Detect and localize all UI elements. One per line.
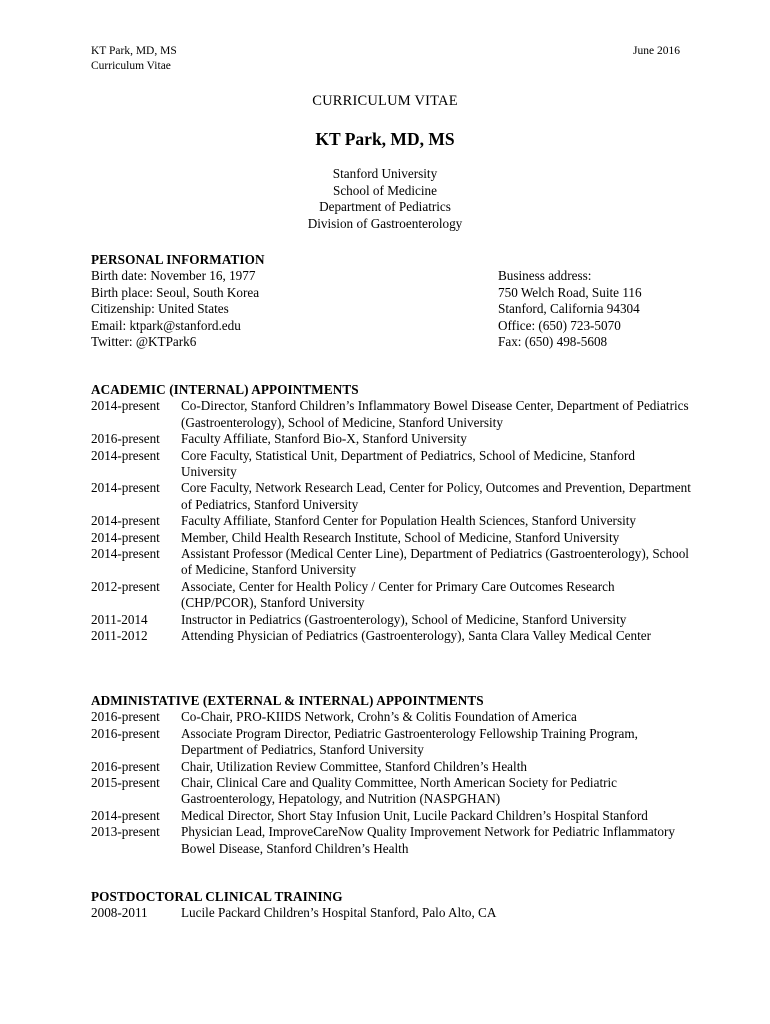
- appointment-years: 2014-present: [91, 398, 160, 414]
- personal-information-section: [91, 252, 691, 350]
- appointment-description: Associate Program Director, Pediatric Gastroenterology Fellowship Training Program, Department of Pediatrics, Stanford University: [181, 725, 638, 758]
- appointment-years: 2014-present: [91, 513, 160, 529]
- running-header-left: [91, 44, 177, 73]
- appointment-years: 2014-present: [91, 546, 160, 562]
- appointment-row: [91, 824, 691, 857]
- appointment-row: [91, 612, 691, 628]
- appointment-description: Physician Lead, ImproveCareNow Quality Improvement Network for Pediatric Inflammatory Bowel Disease, Stanford Children’s Health: [181, 824, 676, 856]
- appointment-row: [91, 530, 691, 546]
- section-heading: PERSONAL INFORMATION: [91, 252, 265, 267]
- appointment-description: Co-Director, Stanford Children’s Inflammatory Bowel Disease Center, Department of Pediatrics (Gastroenterology), School of Medicine, Stanford University: [181, 398, 689, 430]
- appointment-row: [91, 775, 691, 808]
- appointment-row: [91, 480, 691, 513]
- appointment-row: [91, 759, 691, 775]
- appointment-row: [91, 726, 691, 759]
- appointment-years: 2012-present: [91, 578, 160, 594]
- header-doc-type: Curriculum Vitae: [91, 59, 171, 72]
- appointment-years: 2011-2012: [91, 628, 148, 644]
- section-heading: POSTDOCTORAL CLINICAL TRAINING: [91, 889, 343, 904]
- affiliation-line: Department of Pediatrics: [319, 199, 451, 215]
- personal-details: [91, 268, 498, 350]
- section-heading: ACADEMIC (INTERNAL) APPOINTMENTS: [91, 382, 359, 397]
- appointment-row: [91, 513, 691, 529]
- appointment-description: Instructor in Pediatrics (Gastroenterology), School of Medicine, Stanford University: [181, 611, 627, 627]
- affiliation-block: [0, 166, 770, 232]
- appointment-years: 2013-present: [91, 824, 160, 840]
- appointment-row: [91, 448, 691, 481]
- street-address: 750 Welch Road, Suite 116: [498, 284, 642, 300]
- appointment-years: 2016-present: [91, 709, 160, 725]
- appointment-years: 2014-present: [91, 807, 160, 823]
- appointment-row: [91, 579, 691, 612]
- citizenship: Citizenship: United States: [91, 301, 229, 317]
- appointment-years: 2016-present: [91, 758, 160, 774]
- appointment-row: [91, 398, 691, 431]
- appointment-description: Attending Physician of Pediatrics (Gastroenterology), Santa Clara Valley Medical Center: [181, 628, 651, 644]
- city-state-zip: Stanford, California 94304: [498, 301, 640, 317]
- business-address-label: Business address:: [498, 268, 592, 284]
- appointment-description: Faculty Affiliate, Stanford Bio-X, Stanford University: [181, 431, 467, 447]
- person-name: KT Park, MD, MS: [315, 129, 455, 149]
- appointment-years: 2014-present: [91, 480, 160, 496]
- appointment-row: [91, 628, 691, 644]
- birth-place: Birth place: Seoul, South Korea: [91, 284, 260, 300]
- appointment-years: 2014-present: [91, 447, 160, 463]
- appointment-description: Chair, Utilization Review Committee, Stanford Children’s Health: [181, 758, 527, 774]
- training-row: [91, 905, 691, 921]
- affiliation-line: Division of Gastroenterology: [307, 215, 463, 231]
- training-years: 2008-2011: [91, 905, 148, 921]
- administrative-appointments-section: [91, 693, 691, 857]
- appointment-description: Core Faculty, Network Research Lead, Center for Policy, Outcomes and Prevention, Department of Pediatrics, Stanford University: [181, 480, 691, 512]
- appointment-description: Chair, Clinical Care and Quality Committee, North American Society for Pediatric Gastroenterology, Hepatology, and Nutrition (NASPGHAN): [181, 775, 618, 807]
- appointment-description: Associate, Center for Health Policy / Center for Primary Care Outcomes Research (CHP/PCOR), Stanford University: [181, 578, 615, 611]
- appointment-description: Core Faculty, Statistical Unit, Department of Pediatrics, School of Medicine, Stanford University: [181, 447, 636, 480]
- appointment-row: [91, 431, 691, 447]
- section-heading: ADMINISTATIVE (EXTERNAL & INTERNAL) APPOINTMENTS: [91, 693, 484, 708]
- appointment-years: 2014-present: [91, 529, 160, 545]
- appointment-years: 2011-2014: [91, 611, 148, 627]
- office-phone: Office: (650) 723-5070: [498, 317, 621, 333]
- appointment-description: Member, Child Health Research Institute, School of Medicine, Stanford University: [181, 529, 620, 545]
- appointment-description: Co-Chair, PRO-KIIDS Network, Crohn’s & Colitis Foundation of America: [181, 709, 577, 725]
- affiliation-line: Stanford University: [332, 166, 438, 181]
- appointment-years: 2016-present: [91, 725, 160, 741]
- training-description: Lucile Packard Children’s Hospital Stanford, Palo Alto, CA: [181, 905, 497, 921]
- appointment-description: Faculty Affiliate, Stanford Center for Population Health Sciences, Stanford University: [181, 513, 636, 529]
- document-title: CURRICULUM VITAE: [312, 93, 458, 109]
- appointment-row: [91, 808, 691, 824]
- appointment-years: 2015-present: [91, 775, 160, 791]
- appointment-description: Assistant Professor (Medical Center Line), Department of Pediatrics (Gastroenterology), School of Medicine, Stanford University: [181, 546, 689, 578]
- running-header-date: June 2016: [633, 45, 680, 57]
- twitter: Twitter: @KTPark6: [91, 334, 197, 350]
- header-author: KT Park, MD, MS: [91, 45, 177, 57]
- birth-date: Birth date: November 16, 1977: [91, 268, 256, 284]
- appointment-years: 2016-present: [91, 431, 160, 447]
- appointment-description: Medical Director, Short Stay Infusion Unit, Lucile Packard Children’s Hospital Stanford: [181, 807, 648, 823]
- appointment-row: [91, 709, 691, 725]
- postdoctoral-training-section: [91, 889, 691, 922]
- academic-appointments-section: [91, 382, 691, 645]
- email: Email: ktpark@stanford.edu: [91, 317, 241, 333]
- appointment-row: [91, 546, 691, 579]
- affiliation-line: School of Medicine: [332, 182, 437, 198]
- fax: Fax: (650) 498-5608: [498, 334, 608, 350]
- business-address: [498, 268, 688, 350]
